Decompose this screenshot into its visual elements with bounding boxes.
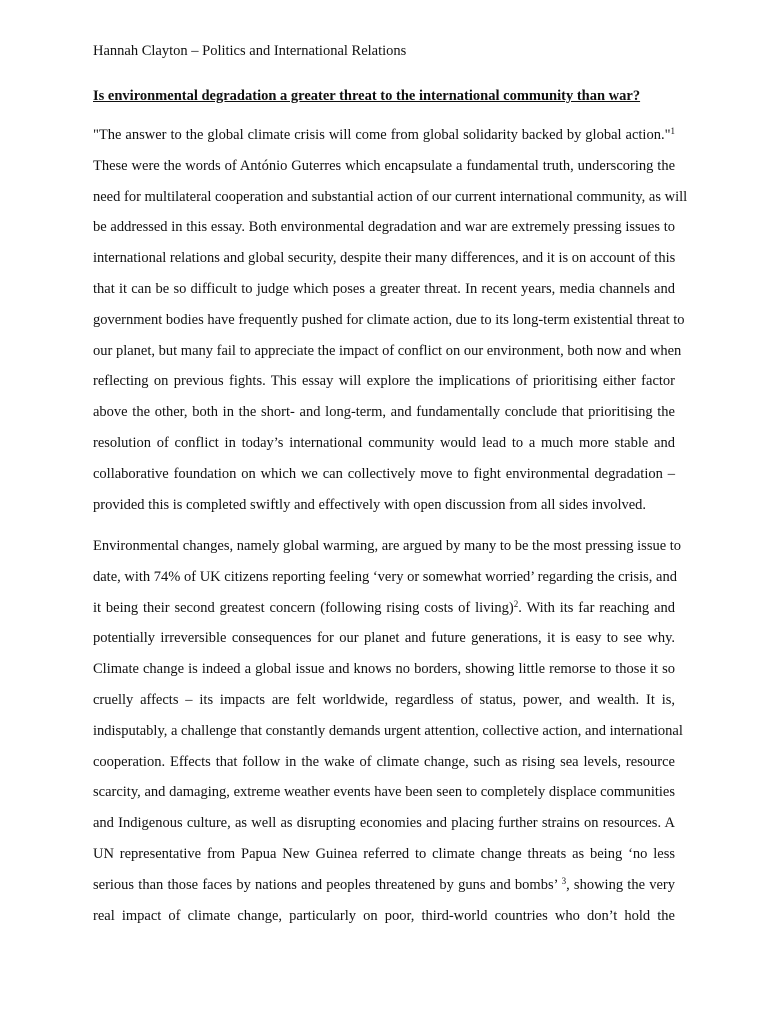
text-line: potentially irreversible consequences for our planet and future generations, it is easy to see why. <box>93 630 675 647</box>
footnote-marker: 3 <box>561 875 567 886</box>
text-line: resolution of conflict in today’s international community would lead to a much more stable and <box>93 434 675 451</box>
text-line: date, with 74% of UK citizens reporting feeling ‘very or somewhat worried’ regarding the crisis, and <box>93 568 677 585</box>
text-line: and Indigenous culture, as well as disrupting economies and placing further strains on resources. A <box>93 815 675 832</box>
text-line: be addressed in this essay. Both environmental degradation and war are extremely pressing issues to <box>93 219 675 236</box>
text-line: government bodies have frequently pushed for climate action, due to its long-term existential threat to <box>93 311 685 328</box>
text-line: UN representative from Papua New Guinea referred to climate change threats as being ‘no less <box>93 845 675 862</box>
text-line: it being their second greatest concern (following rising costs of living)$^2$. With its far reaching and <box>93 598 675 616</box>
text-line: our planet, but many fail to appreciate the impact of conflict on our environment, both now and when <box>93 342 682 359</box>
text-line: scarcity, and damaging, extreme weather events have been seen to completely displace communities <box>93 784 675 801</box>
text-line: "The answer to the global climate crisis will come from global solidarity backed by global action."$^1$ <box>93 126 675 143</box>
footnote-marker: 1 <box>670 126 675 136</box>
essay-title: Is environmental degradation a greater threat to the international community than war? <box>93 88 641 104</box>
paragraph-climate-change <box>93 536 683 936</box>
text-line: Environmental changes, namely global warming, are argued by many to be the most pressing issue to <box>93 538 682 554</box>
text-line: collaborative foundation on which we can collectively move to fight environmental degradation – <box>93 465 675 482</box>
text-line: serious than those faces by nations and peoples threatened by guns and bombs’ $^3$, showing the very <box>93 875 675 893</box>
footnote-marker: 2 <box>513 598 519 609</box>
text-line: reflecting on previous fights. This essay will explore the implications of prioritising either factor <box>93 373 675 390</box>
text-line: indisputably, a challenge that constantly demands urgent attention, collective action, and international <box>93 722 683 739</box>
text-line: that it can be so difficult to judge which poses a greater threat. In recent years, media channels and <box>93 280 675 297</box>
text-line: Climate change is indeed a global issue and knows no borders, showing little remorse to those it so <box>93 661 675 678</box>
text-line: cooperation. Effects that follow in the wake of climate change, such as rising sea levels, resource <box>93 753 675 770</box>
text-line: real impact of climate change, particularly on poor, third-world countries who don’t hold the <box>93 907 675 924</box>
text-line: above the other, both in the short- and long-term, and fundamentally conclude that prioritising the <box>93 404 675 421</box>
paragraph-introduction <box>93 125 688 525</box>
text-line: need for multilateral cooperation and substantial action of our current international community, as will <box>93 188 688 205</box>
text-line: cruelly affects – its impacts are felt worldwide, regardless of status, power, and wealth. It is, <box>93 691 675 708</box>
author-course-header: Hannah Clayton – Politics and International Relations <box>93 43 407 59</box>
text-line: These were the words of António Guterres which encapsulate a fundamental truth, underscoring the <box>93 157 675 174</box>
text-line: provided this is completed swiftly and effectively with open discussion from all sides involved. <box>93 496 647 513</box>
text-line: international relations and global security, despite their many differences, and it is on account of this <box>93 250 676 267</box>
